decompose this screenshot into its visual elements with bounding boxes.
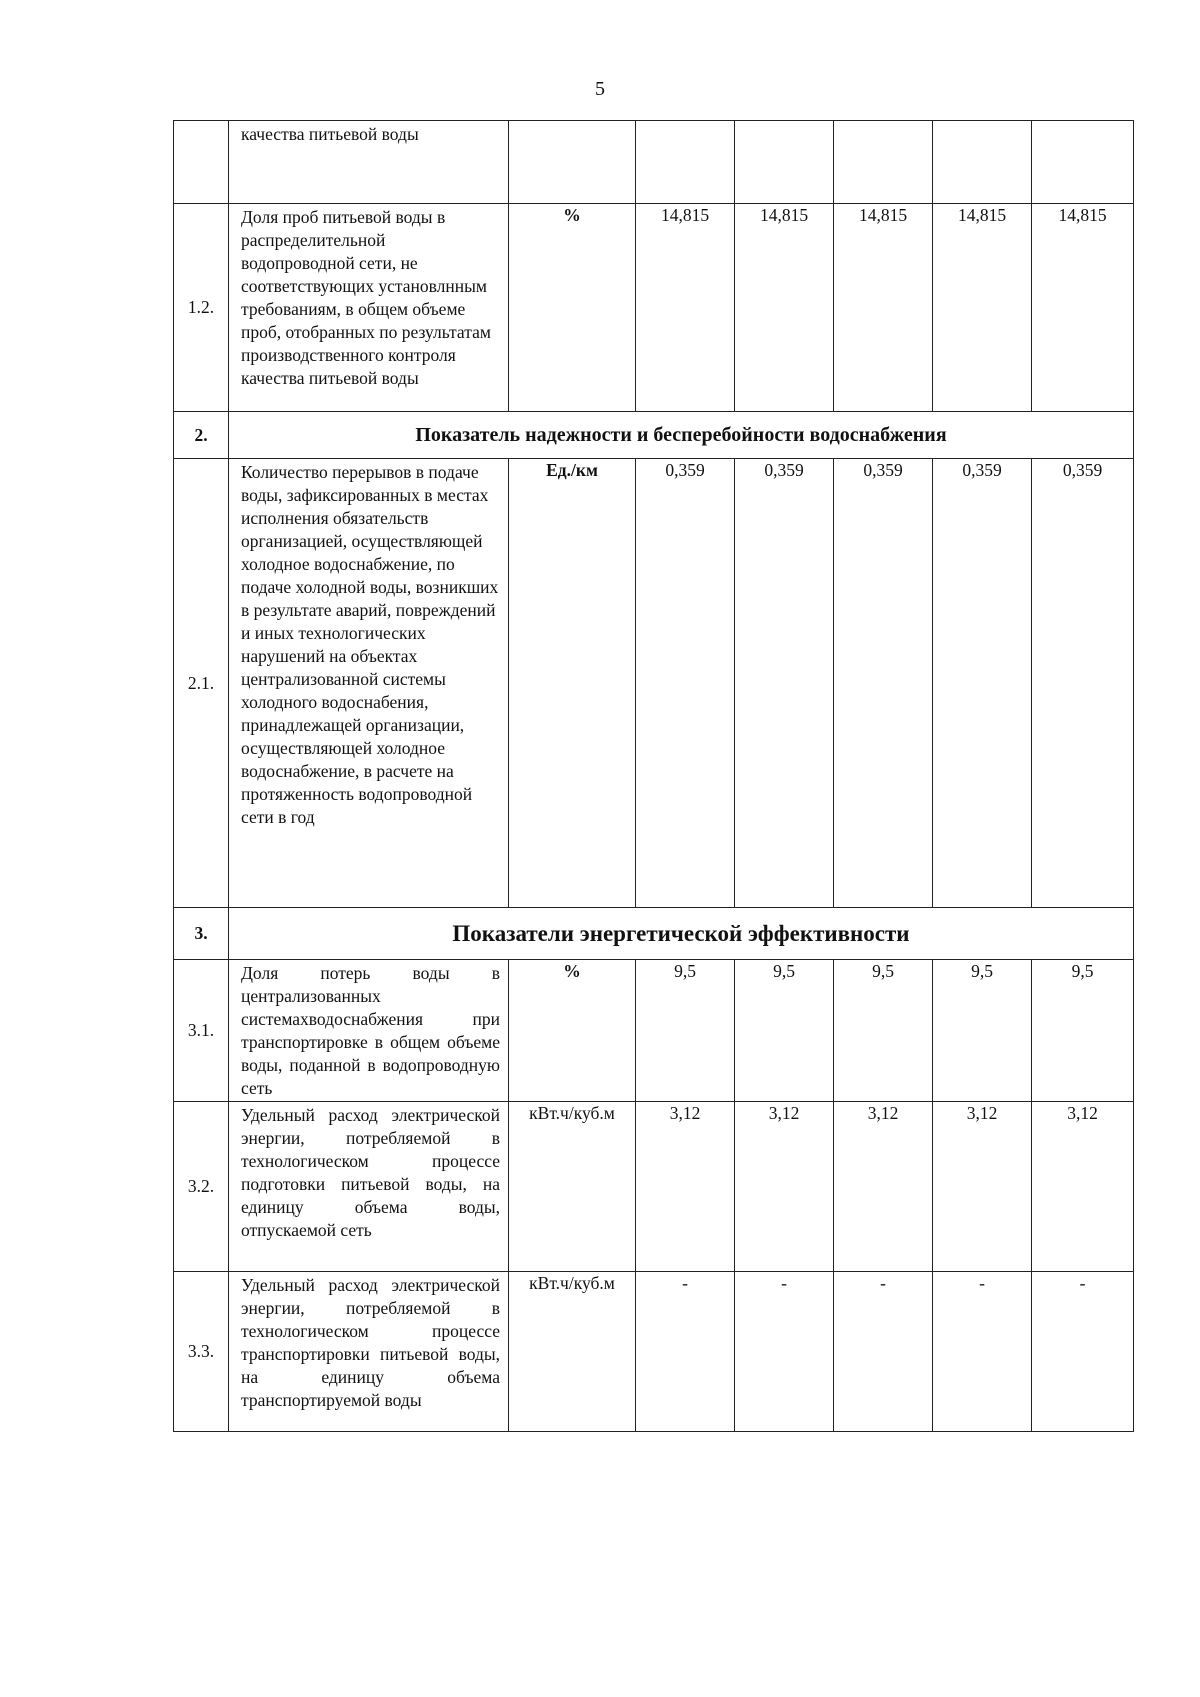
- value-cell: -: [636, 1272, 735, 1432]
- value-cell: 14,815: [735, 204, 834, 412]
- indicator-description: Удельный расход электрической энергии, потребляемой в технологическом процессе транспортировки питьевой воды, на единицу объема транспортируемой воды: [229, 1272, 509, 1432]
- value-cell: [834, 121, 933, 204]
- row-number: 3.1.: [174, 960, 229, 1102]
- value-cell: 0,359: [834, 459, 933, 908]
- row-number-cell: [174, 121, 229, 204]
- value-cell: [933, 121, 1032, 204]
- value-cell: 14,815: [1032, 204, 1134, 412]
- section-number: 2.: [174, 412, 229, 459]
- value-cell: 14,815: [933, 204, 1032, 412]
- value-cell: [735, 121, 834, 204]
- value-cell: -: [1032, 1272, 1134, 1432]
- value-cell: [1032, 121, 1134, 204]
- value-cell: -: [735, 1272, 834, 1432]
- table-row-1-2: [174, 204, 1134, 412]
- unit-cell: Ед./км: [509, 459, 636, 908]
- section-number: 3.: [174, 908, 229, 960]
- table-row-3-3: [174, 1272, 1134, 1432]
- value-cell: 3,12: [933, 1102, 1032, 1272]
- row-number: 2.1.: [174, 459, 229, 908]
- unit-cell: %: [509, 204, 636, 412]
- row-number: 3.3.: [174, 1272, 229, 1432]
- value-cell: 3,12: [834, 1102, 933, 1272]
- section-title: Показатели энергетической эффективности: [229, 908, 1134, 960]
- indicator-description: качества питьевой воды: [229, 121, 509, 204]
- indicator-description: Доля проб питьевой воды в распределительной водопроводной сети, не соответствующих установлнным требованиям, в общем объеме проб, отобранных по результатам производственного контроля качества питьевой воды: [229, 204, 509, 412]
- unit-cell: кВт.ч/куб.м: [509, 1272, 636, 1432]
- table-row-3-1: [174, 960, 1134, 1102]
- table-row-3-2: [174, 1102, 1134, 1272]
- row-number: 3.2.: [174, 1102, 229, 1272]
- value-cell: 3,12: [636, 1102, 735, 1272]
- indicator-description: Количество перерывов в подаче воды, зафиксированных в местах исполнения обязательств организацией, осуществляющей холодное водоснабжение, по подаче холодной воды, возникших в результате аварий, повреждений и иных технологических нарушений на объектах централизованной системы холодного водоснабения, принадлежащей организации, осуществляющей холодное водоснабжение, в расчете на протяженность водопроводной сети в год: [229, 459, 509, 908]
- value-cell: -: [933, 1272, 1032, 1432]
- value-cell: 0,359: [636, 459, 735, 908]
- value-cell: 9,5: [1032, 960, 1134, 1102]
- value-cell: 9,5: [636, 960, 735, 1102]
- unit-cell: кВт.ч/куб.м: [509, 1102, 636, 1272]
- value-cell: 9,5: [933, 960, 1032, 1102]
- value-cell: 14,815: [636, 204, 735, 412]
- value-cell: [636, 121, 735, 204]
- table-row-continuation: [174, 121, 1134, 204]
- value-cell: 0,359: [735, 459, 834, 908]
- value-cell: 14,815: [834, 204, 933, 412]
- value-cell: 0,359: [1032, 459, 1134, 908]
- unit-cell: [509, 121, 636, 204]
- section-row-3: [174, 908, 1134, 960]
- row-number: 1.2.: [174, 204, 229, 412]
- page-number: 5: [595, 78, 605, 100]
- value-cell: 9,5: [834, 960, 933, 1102]
- table-row-2-1: [174, 459, 1134, 908]
- value-cell: 0,359: [933, 459, 1032, 908]
- indicator-description: Доля потерь воды в централизованных системахводоснабжения при транспортировке в общем объеме воды, поданной в водопроводную сеть: [229, 960, 509, 1102]
- value-cell: 3,12: [735, 1102, 834, 1272]
- unit-cell: %: [509, 960, 636, 1102]
- indicator-description: Удельный расход электрической энергии, потребляемой в технологическом процессе подготовки питьевой воды, на единицу объема воды, отпускаемой сеть: [229, 1102, 509, 1272]
- indicators-table: [173, 120, 1134, 1432]
- value-cell: -: [834, 1272, 933, 1432]
- value-cell: 3,12: [1032, 1102, 1134, 1272]
- section-row-2: [174, 412, 1134, 459]
- section-title: Показатель надежности и бесперебойности водоснабжения: [229, 412, 1134, 459]
- value-cell: 9,5: [735, 960, 834, 1102]
